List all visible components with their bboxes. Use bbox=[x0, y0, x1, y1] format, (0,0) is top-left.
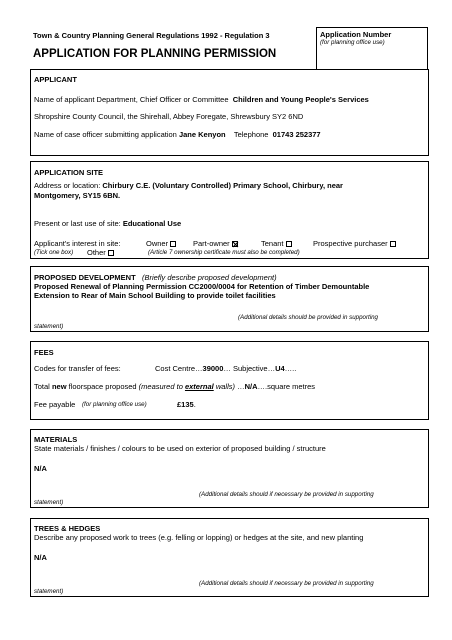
floorspace-dots: … bbox=[235, 382, 245, 391]
telephone-label: Telephone bbox=[233, 130, 269, 139]
floorspace-value[interactable]: N/A bbox=[244, 382, 258, 391]
materials-desc: State materials / finishes / colours to be used on exterior of proposed building / structure bbox=[34, 444, 326, 453]
applicant-section bbox=[30, 69, 429, 156]
materials-note-1: (Additional details should if necessary be provided in supporting bbox=[199, 491, 374, 498]
site-address-label: Address or location: bbox=[34, 181, 101, 190]
applicant-heading: APPLICANT bbox=[34, 75, 77, 84]
applicant-interest-label: Applicant's interest in site: bbox=[34, 239, 121, 248]
site-address-value-2[interactable]: Montgomery, SY15 6BN. bbox=[34, 191, 121, 200]
trees-hedges-section bbox=[30, 518, 429, 597]
part-owner-checkbox-checked[interactable] bbox=[232, 241, 238, 247]
materials-heading: MATERIALS bbox=[34, 435, 78, 444]
interest-prospective-label: Prospective purchaser bbox=[313, 239, 388, 248]
prospective-checkbox[interactable] bbox=[390, 241, 396, 247]
site-use-row bbox=[34, 219, 181, 228]
site-address-value-1[interactable]: Chirbury C.E. (Voluntary Controlled) Primary School, Chirbury, near bbox=[102, 181, 343, 190]
trees-heading: TREES & HEDGES bbox=[34, 524, 101, 533]
development-note-2: statement) bbox=[34, 323, 64, 330]
subjective-tail: ….. bbox=[284, 364, 297, 373]
development-heading: PROPOSED DEVELOPMENT bbox=[34, 273, 136, 282]
site-use-label: Present or last use of site: bbox=[34, 219, 121, 228]
subjective-label: … Subjective… bbox=[223, 364, 276, 373]
fees-heading: FEES bbox=[34, 348, 54, 357]
trees-note-2: statement) bbox=[34, 588, 64, 595]
regulation-line: Town & Country Planning General Regulations 1992 - Regulation 3 bbox=[33, 31, 270, 40]
interest-tenant-label: Tenant bbox=[261, 239, 284, 248]
application-number-box[interactable] bbox=[316, 27, 428, 70]
floorspace-unit: ….square metres bbox=[257, 382, 316, 391]
development-desc-1[interactable]: Proposed Renewal of Planning Permission CC2000/0004 for Retention of Timber Demountable bbox=[34, 282, 370, 291]
floorspace-row bbox=[34, 382, 315, 391]
materials-section bbox=[30, 429, 429, 508]
interest-tenant[interactable] bbox=[261, 239, 292, 248]
cost-centre-value[interactable]: 39000 bbox=[202, 364, 224, 373]
fee-codes-row bbox=[155, 364, 296, 373]
case-officer-label: Name of case officer submitting application bbox=[34, 130, 177, 139]
fee-payable-tail: . bbox=[193, 400, 196, 409]
proposed-development-section bbox=[30, 266, 429, 332]
telephone-value[interactable]: 01743 252377 bbox=[272, 130, 321, 139]
applicant-name-value[interactable]: Children and Young People's Services bbox=[232, 95, 369, 104]
development-desc-2[interactable]: Extension to Rear of Main School Building to provide toilet facilities bbox=[34, 291, 276, 300]
site-heading: APPLICATION SITE bbox=[34, 168, 104, 177]
floorspace-new: new bbox=[51, 382, 67, 391]
tenant-checkbox[interactable] bbox=[286, 241, 292, 247]
other-checkbox[interactable] bbox=[108, 250, 114, 256]
owner-checkbox[interactable] bbox=[170, 241, 176, 247]
floorspace-text-1: Total bbox=[34, 382, 52, 391]
interest-owner[interactable] bbox=[146, 239, 176, 248]
application-site-section bbox=[30, 161, 429, 259]
app-number-label: Application Number bbox=[320, 30, 392, 39]
trees-desc: Describe any proposed work to trees (e.g. felling or lopping) or hedges at the site, and new planting bbox=[34, 533, 364, 542]
floorspace-text-2: floorspace proposed bbox=[66, 382, 139, 391]
fee-payable-value[interactable]: £135 bbox=[177, 400, 194, 409]
floorspace-external: external bbox=[184, 382, 214, 391]
applicant-name-label: Name of applicant Department, Chief Officer or Committee bbox=[34, 95, 229, 104]
interest-owner-label: Owner bbox=[146, 239, 169, 248]
applicant-name-row bbox=[34, 95, 369, 104]
site-use-value[interactable]: Educational Use bbox=[122, 219, 182, 228]
development-note-1: (Additional details should be provided in supporting bbox=[238, 314, 378, 321]
interest-other[interactable] bbox=[87, 248, 114, 257]
interest-other-label: Other bbox=[87, 248, 106, 257]
materials-value[interactable]: N/A bbox=[34, 464, 47, 473]
page-title: APPLICATION FOR PLANNING PERMISSION bbox=[33, 48, 277, 60]
case-officer-value[interactable]: Jane Kenyon bbox=[178, 130, 226, 139]
case-officer-row bbox=[34, 130, 321, 139]
fee-payable-note: (for planning office use) bbox=[82, 401, 147, 408]
trees-note-1: (Additional details should if necessary be provided in supporting bbox=[199, 580, 374, 587]
floorspace-paren-1: (measured to bbox=[138, 382, 185, 391]
fee-codes-label: Codes for transfer of fees: bbox=[34, 364, 121, 373]
app-number-note: (for planning office use) bbox=[320, 39, 385, 46]
article-note: (Article 7 ownership certificate must also be completed) bbox=[148, 249, 300, 256]
interest-part-owner[interactable] bbox=[193, 239, 238, 248]
interest-prospective[interactable] bbox=[313, 239, 396, 248]
floorspace-paren-2: walls) bbox=[213, 382, 235, 391]
subjective-value[interactable]: U4 bbox=[275, 364, 285, 373]
development-heading-note: (Briefly describe proposed development) bbox=[141, 273, 277, 282]
tick-one-note: (Tick one box) bbox=[34, 249, 74, 256]
fees-section bbox=[30, 341, 429, 420]
trees-value[interactable]: N/A bbox=[34, 553, 47, 562]
materials-note-2: statement) bbox=[34, 499, 64, 506]
fee-payable-row bbox=[177, 400, 196, 409]
site-address-row bbox=[34, 181, 343, 190]
development-heading-row bbox=[34, 273, 277, 282]
cost-centre-label: Cost Centre… bbox=[155, 364, 203, 373]
interest-part-owner-label: Part-owner bbox=[193, 239, 230, 248]
fee-payable-label: Fee payable bbox=[34, 400, 76, 409]
applicant-address[interactable]: Shropshire County Council, the Shirehall, Abbey Foregate, Shrewsbury SY2 6ND bbox=[34, 112, 304, 121]
